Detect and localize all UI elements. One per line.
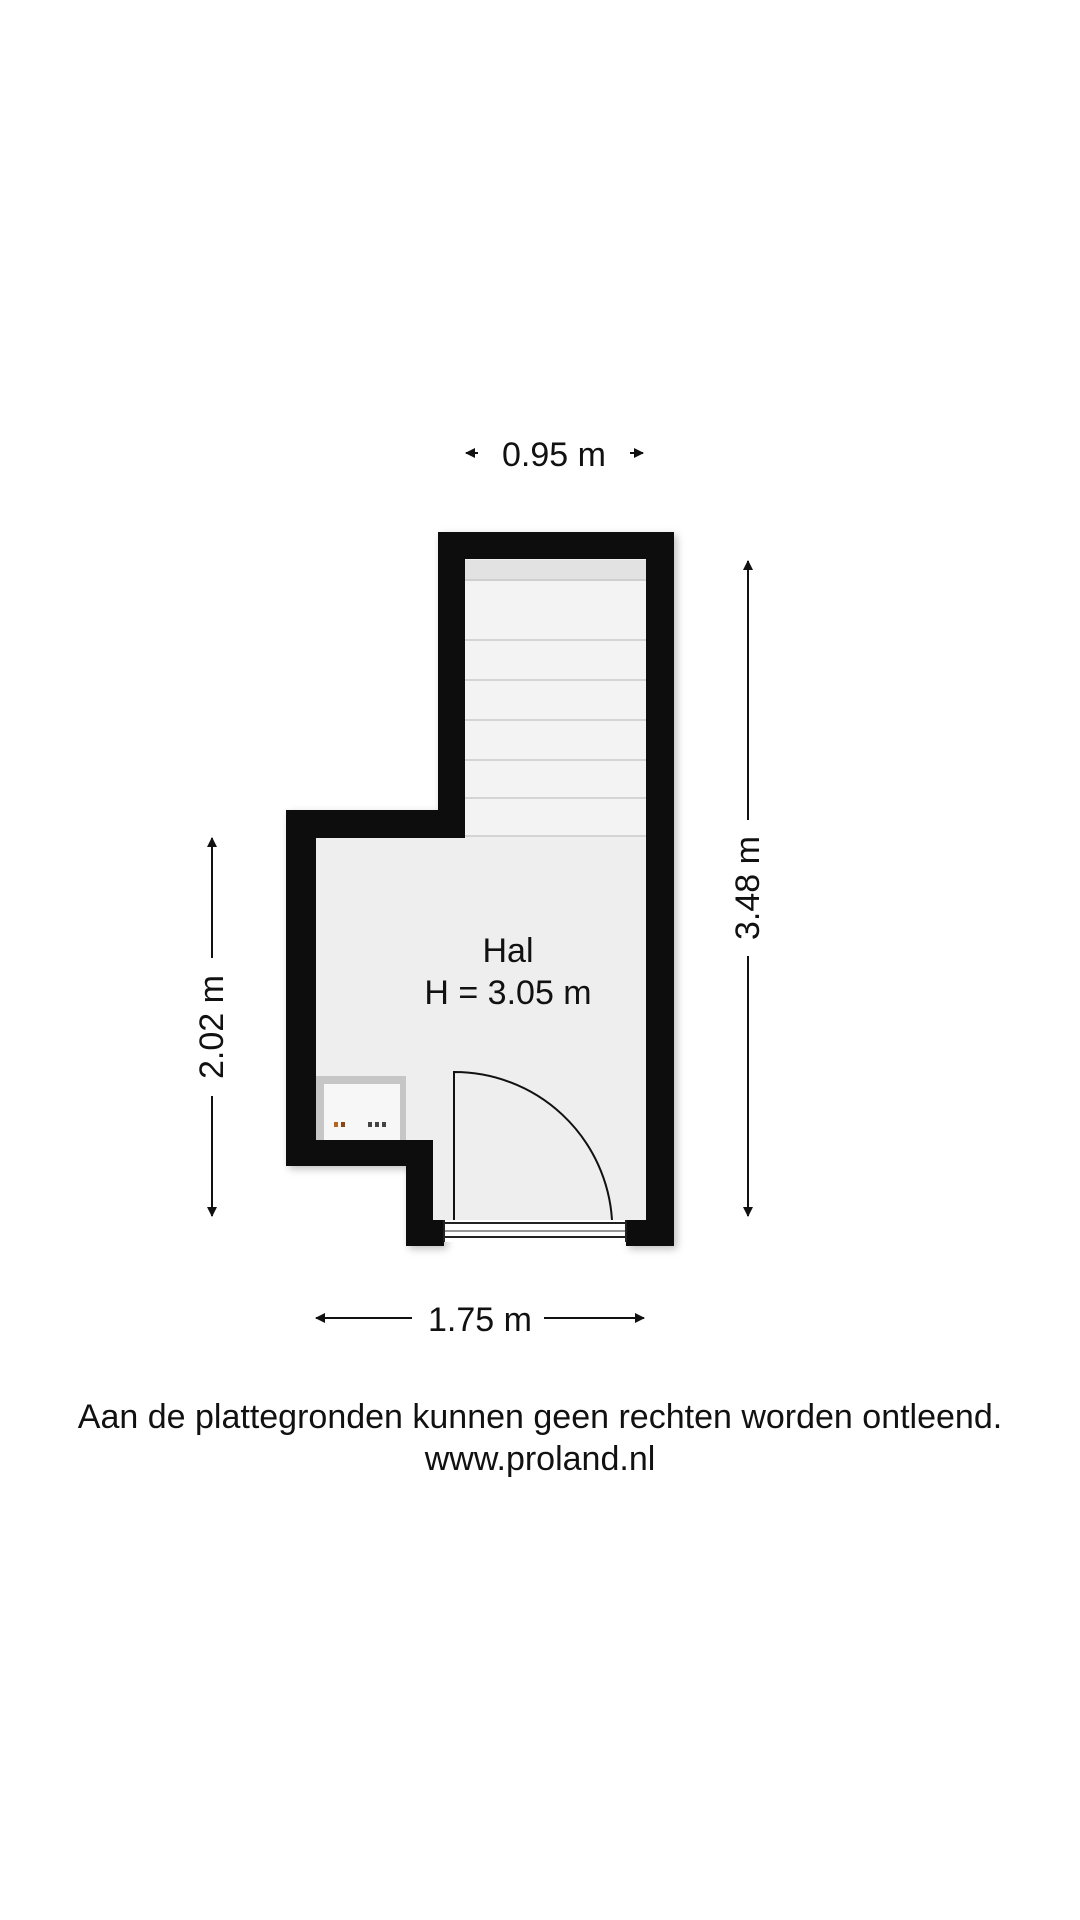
staircase [465,560,646,836]
door-threshold [444,1220,626,1242]
meter-cupboard [316,1076,406,1140]
dimension-bottom [316,1301,644,1339]
website-text: www.proland.nl [424,1440,656,1478]
dimension-top [466,436,643,474]
disclaimer-text: Aan de plattegronden kunnen geen rechten worden ontleend. [77,1398,1003,1436]
dimension-left-label: 2.02 m [193,975,231,1079]
dimension-bottom-label: 1.75 m [428,1301,532,1339]
dimension-right [729,561,767,1216]
dimension-right-label: 3.48 m [729,836,767,940]
room-name: Hal [482,932,534,970]
dimension-left [193,838,231,1216]
footer [0,1396,1080,1480]
room-height: H = 3.05 m [424,974,592,1012]
dimension-top-label: 0.95 m [502,436,606,474]
